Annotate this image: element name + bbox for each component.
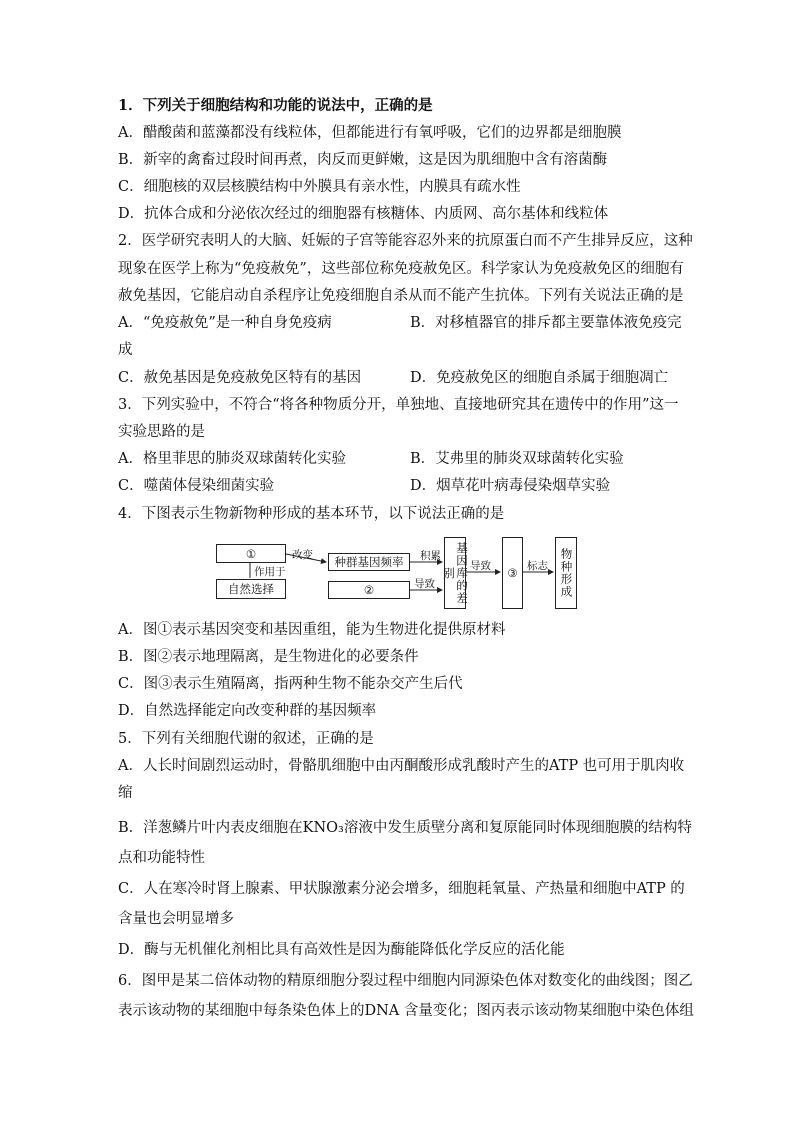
q1-option-c: C．细胞核的双层核膜结构中外膜具有亲水性，内膜具有疏水性 — [118, 179, 521, 195]
speciation-diagram — [214, 535, 584, 611]
q5-stem: 5．下列有关细胞代谢的叙述，正确的是 — [118, 731, 374, 747]
q2-option-a: A．“免疫赦免”是一种自身免疫病 — [118, 315, 332, 331]
q2-option-b: B．对移植器官的排斥都主要靠体液免疫完 — [410, 315, 682, 331]
q5-option-b: B．洋葱鳞片叶内表皮细胞在KNO₃溶液中发生质壁分离和复原能同时体现细胞膜的结构特 — [118, 820, 692, 836]
q2-option-d: D．免疫赦免区的细胞自杀属于细胞凋亡 — [410, 370, 669, 386]
diagram-label-change: 改变 — [292, 549, 313, 561]
diagram-box-2: ② — [328, 581, 410, 599]
q1-option-b: B．新宰的禽畜过段时间再煮，肉反而更鲜嫩，这是因为肌细胞中含有溶菌酶 — [118, 152, 608, 168]
diagram-gene-frequency: 种群基因频率 — [328, 553, 410, 571]
q4-stem: 4．下图表示生物新物种形成的基本环节，以下说法正确的是 — [118, 506, 505, 522]
diagram-box-3: ③ — [502, 537, 523, 609]
q4-option-b: B．图②表示地理隔离，是生物进化的必要条件 — [118, 649, 419, 665]
q1-stem: 1．下列关于细胞结构和功能的说法中，正确的是 — [118, 97, 433, 114]
q5-option-c: C．人在寒冷时肾上腺素、甲状腺激素分泌会增多，细胞耗氧量、产热量和细胞中ATP 的 — [118, 881, 685, 897]
diagram-box-1: ① — [216, 544, 286, 563]
diagram-label-lead-2: 导致 — [470, 560, 491, 572]
q1-option-d: D．抗体合成和分泌依次经过的细胞器有核糖体、内质网、高尔基体和线粒体 — [118, 206, 609, 222]
q5-option-a: A．人长时间剧烈运动时，骨骼肌细胞中由丙酮酸形成乳酸时产生的ATP 也可用于肌肉收 — [118, 758, 685, 774]
q2-stem-line3: 赦免基因，它能启动自杀程序让免疫细胞自杀从而不能产生抗体。下列有关说法正确的是 — [118, 288, 684, 304]
q5-option-c-cont: 含量也会明显增多 — [118, 911, 234, 927]
diagram-label-lead-1: 导致 — [414, 578, 435, 590]
q6-stem-line2: 表示该动物的某细胞中每条染色体上的DNA 含量变化；图丙表示该动物某细胞中染色体组 — [118, 1003, 694, 1019]
q5-option-b-cont: 点和功能特性 — [118, 850, 205, 866]
q4-option-c: C．图③表示生殖隔离，指两种生物不能杂交产生后代 — [118, 676, 463, 692]
diagram-label-acts-on: 作用于 — [254, 566, 286, 578]
diagram-gene-pool-difference: 基因库的差别 — [444, 537, 466, 609]
q3-stem-line1: 3．下列实验中，不符合“将各种物质分开，单独地、直接地研究其在遗传中的作用”这一 — [118, 397, 679, 413]
q3-option-b: B．艾弗里的肺炎双球菌转化实验 — [410, 451, 624, 467]
diagram-new-species: 物种形成 — [555, 537, 577, 609]
q1-option-a: A．醋酸菌和蓝藻都没有线粒体，但都能进行有氧呼吸，它们的边界都是细胞膜 — [118, 125, 622, 141]
q3-option-c: C．噬菌体侵染细菌实验 — [118, 478, 275, 494]
q3-stem-line2: 实验思路的是 — [118, 424, 205, 440]
q3-option-d: D．烟草花叶病毒侵染烟草实验 — [410, 478, 611, 494]
q3-option-a: A．格里菲思的肺炎双球菌转化实验 — [118, 451, 346, 467]
q2-option-b-cont: 成 — [118, 342, 133, 358]
q5-option-d: D．酶与无机催化剂相比具有高效性是因为酶能降低化学反应的活化能 — [118, 942, 565, 958]
diagram-label-mark: 标志 — [527, 560, 548, 572]
diagram-natural-selection: 自然选择 — [216, 579, 286, 599]
diagram-label-accumulate: 积累 — [420, 550, 441, 562]
q4-option-d: D．自然选择能定向改变种群的基因频率 — [118, 703, 377, 719]
q2-stem-line2: 现象在医学上称为“免疫赦免”，这些部位称免疫赦免区。科学家认为免疫赦免区的细胞有 — [118, 261, 684, 277]
q2-stem-line1: 2．医学研究表明人的大脑、妊娠的子宫等能容忍外来的抗原蛋白而不产生排异反应，这种 — [118, 233, 693, 249]
q6-stem-line1: 6．图甲是某二倍体动物的精原细胞分裂过程中细胞内同源染色体对数变化的曲线图；图乙 — [118, 973, 693, 989]
q5-option-a-cont: 缩 — [118, 785, 133, 801]
q4-option-a: A．图①表示基因突变和基因重组，能为生物进化提供原材料 — [118, 622, 506, 638]
q2-option-c: C．赦免基因是免疫赦免区特有的基因 — [118, 370, 362, 386]
